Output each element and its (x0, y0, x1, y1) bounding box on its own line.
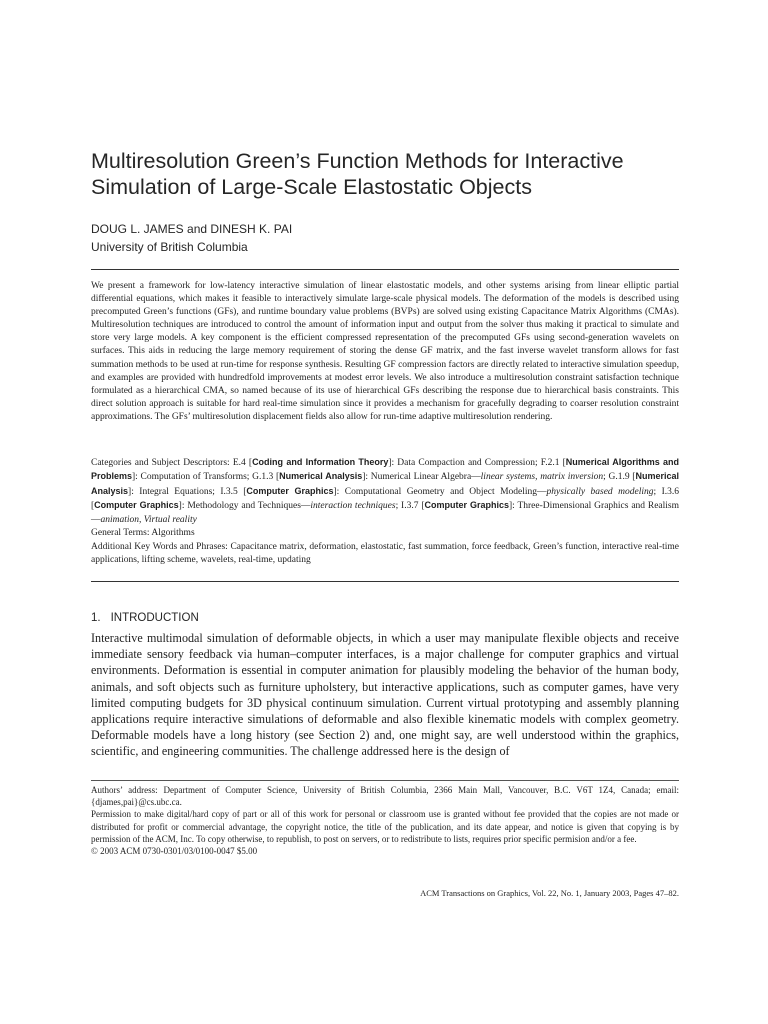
copyright-notice: © 2003 ACM 0730-0301/03/0100-0047 $5.00 (91, 846, 258, 857)
categories-label: Categories and Subject Descriptors: (91, 458, 230, 468)
section-heading (91, 612, 679, 624)
footnote (91, 784, 679, 857)
divider-top (91, 269, 679, 270)
introduction-text: Interactive multimodal simulation of deformable objects, in which a user may manipulate flexible objects and receive immediate sensory feedback via human–computer interfaces, is a major challenge for computer graphics and virtual environments. Deformation is essential in computer animation for plausibly modeling the behavior of the human body, animals, and soft objects such as furniture upholstery, but interactive applications, such as computer games, have very limited computing budgets for 3D physical continuum simulation. Current virtual prototyping and assembly planning applications require interactive simulations of deformable and also flexible kinematic models with complex geometry. Deformable models have a long history (see Section 2) and, one might say, are well understood within the graphics, scientific, and engineering communities. The challenge addressed here is the design of (91, 631, 679, 759)
author-address: Authors’ address: Department of Computer Science, University of British Columbia, 2366 Main Mall, Vancouver, B.C. V6T 1Z4, Canada; email: {djames,pai}@cs.ubc.ca. (91, 785, 679, 808)
general-terms: General Terms: Algorithms (91, 528, 195, 538)
authors: DOUG L. JAMES and DINESH K. PAI (91, 222, 293, 236)
permission-notice: Permission to make digital/hard copy of part or all of this work for personal or classroom use is granted without fee provided that the copies are not made or distributed for profit or commercial advantage, the copyright notice, the title of the publication, and its date appear, and notice is given that copying is by permission of the ACM, Inc. To copy otherwise, to republish, to post on servers, or to redistribute to lists, requires prior specific permision and/or a fee. (91, 809, 679, 844)
categories: Categories and Subject Descriptors: E.4 [Coding and Information Theory]: Data Compaction and Compression; F.2.1 [Numerical Algorithms and Problems]: Computation of Transforms; G.1.3 [Numerical Analysis]: Numerical Linear Algebra—linear systems, matrix inversion; G.1.9 [Numerical Analysis]: Integral Equations; I.3.5 [Computer Graphics]: Computational Geometry and Object Modeling—physically based modeling; I.3.6 [Computer Graphics]: Methodology and Techniques—interaction techniques; I.3.7 [Computer Graphics]: Three-Dimensional Graphics and Realism—animation, Virtual reality (91, 457, 680, 525)
paper-title: Multiresolution Green’s Function Methods for Interactive Simulation of Large-Scale Elastostatic Objects (91, 149, 624, 199)
affiliation: University of British Columbia (91, 240, 248, 254)
keywords: Additional Key Words and Phrases: Capacitance matrix, deformation, elastostatic, fast summation, force feedback, Green’s function, interactive real-time applications, lifting scheme, wavelets, real-time, updating (91, 542, 679, 566)
abstract: We present a framework for low-latency interactive simulation of linear elastostatic models, and other systems arising from linear elliptic partial differential equations, which makes it feasible to interactively simulate large-scale physical models. The deformation of the models is described using precomputed Green’s functions (GFs), and runtime boundary value problems (BVPs) are solved using existing Capacitance Matrix Algorithms (CMAs). Multiresolution techniques are introduced to control the amount of information input and output from the solver thus making it practical to simulate and store very large models. A key component is the efficient compressed representation of the precomputed GFs using second-generation wavelets on surfaces. This aids in reducing the large memory requirement of storing the dense GF matrix, and the fast inverse wavelet transform allows for fast summation methods to be used at run-time for response synthesis. Resulting GF compression factors are directly related to interactive simulation speedup, and examples are provided with hundredfold improvements at modest error levels. We also introduce a multiresolution constraint satisfaction technique formulated as a hierarchical CMA, so named because of its use of hierarchical GFs describing the response due to hierarchical basis constraints. This direct solution approach is suitable for hard real-time simulation since it provides a mechanism for gracefully degrading to coarser resolution constraint approximations. The GFs’ multiresolution displacement fields also allow for run-time adaptive multiresolution rendering. (91, 281, 679, 422)
section-title: INTRODUCTION (110, 612, 199, 624)
author-block (91, 220, 691, 256)
section-number: 1. (91, 612, 101, 624)
footnote-divider (91, 780, 679, 781)
divider-bottom (91, 581, 679, 582)
journal-citation: ACM Transactions on Graphics, Vol. 22, No. 1, January 2003, Pages 47–82. (420, 888, 679, 898)
